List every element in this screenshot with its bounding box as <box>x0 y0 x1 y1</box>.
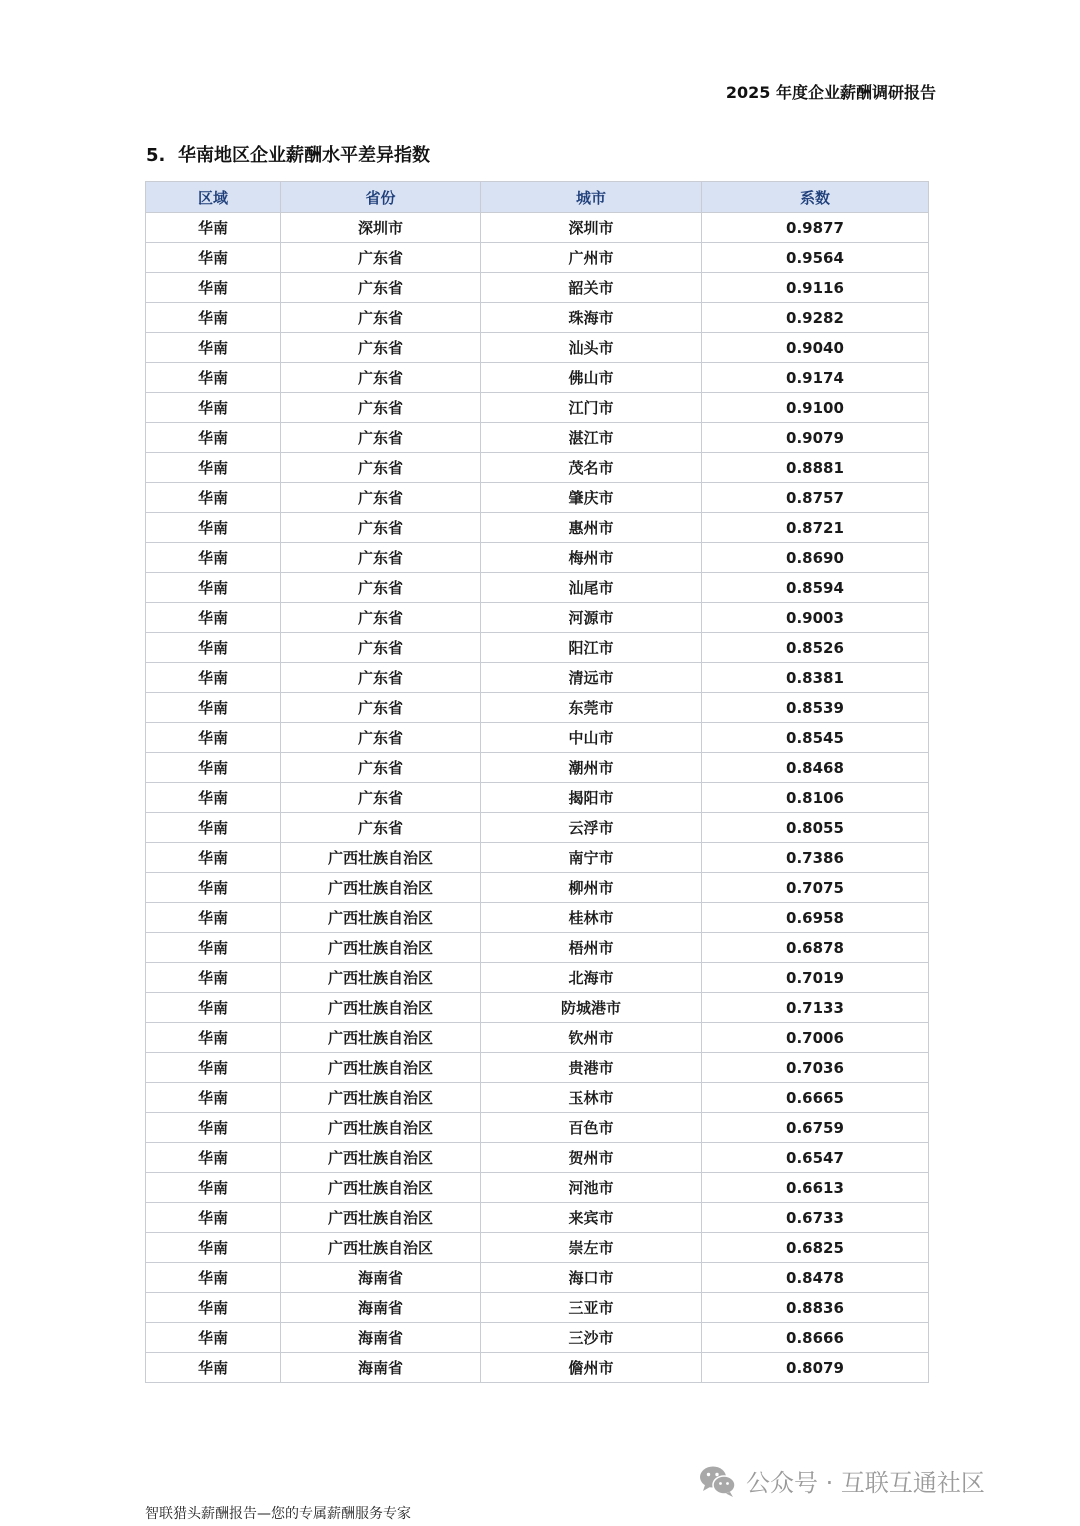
cell-city: 儋州市 <box>481 1353 702 1383</box>
table-row <box>146 1263 929 1293</box>
cell-province: 广西壮族自治区 <box>281 1113 481 1143</box>
watermark-text: 公众号 · 互联互通社区 <box>746 1469 985 1497</box>
cell-coefficient: 0.8055 <box>702 813 929 843</box>
table-row <box>146 993 929 1023</box>
section-heading <box>146 141 430 167</box>
table-row <box>146 1083 929 1113</box>
cell-region: 华南 <box>146 813 281 843</box>
cell-region: 华南 <box>146 753 281 783</box>
table-body <box>146 213 929 1383</box>
table-row <box>146 273 929 303</box>
cell-city: 惠州市 <box>481 513 702 543</box>
cell-city: 茂名市 <box>481 453 702 483</box>
cell-province: 广西壮族自治区 <box>281 1233 481 1263</box>
cell-city: 广州市 <box>481 243 702 273</box>
cell-coefficient: 0.6733 <box>702 1203 929 1233</box>
cell-coefficient: 0.8666 <box>702 1323 929 1353</box>
cell-province: 海南省 <box>281 1353 481 1383</box>
table-row <box>146 453 929 483</box>
table-row <box>146 1293 929 1323</box>
table-row <box>146 543 929 573</box>
table-row <box>146 1323 929 1353</box>
table-row <box>146 873 929 903</box>
cell-region: 华南 <box>146 1023 281 1053</box>
cell-region: 华南 <box>146 1053 281 1083</box>
footer-slogan: 智联猎头薪酬报告—您的专属薪酬服务专家 <box>145 1506 411 1522</box>
cell-coefficient: 0.9564 <box>702 243 929 273</box>
cell-city: 肇庆市 <box>481 483 702 513</box>
table-row <box>146 1173 929 1203</box>
cell-city: 深圳市 <box>481 213 702 243</box>
cell-city: 钦州市 <box>481 1023 702 1053</box>
cell-province: 广西壮族自治区 <box>281 903 481 933</box>
cell-city: 崇左市 <box>481 1233 702 1263</box>
cell-coefficient: 0.8836 <box>702 1293 929 1323</box>
cell-city: 玉林市 <box>481 1083 702 1113</box>
cell-coefficient: 0.8545 <box>702 723 929 753</box>
cell-coefficient: 0.6613 <box>702 1173 929 1203</box>
cell-region: 华南 <box>146 1113 281 1143</box>
cell-region: 华南 <box>146 483 281 513</box>
section-number: 5. <box>146 145 166 166</box>
cell-province: 广西壮族自治区 <box>281 1203 481 1233</box>
cell-city: 来宾市 <box>481 1203 702 1233</box>
table-row <box>146 243 929 273</box>
cell-province: 广东省 <box>281 363 481 393</box>
table-row <box>146 813 929 843</box>
cell-region: 华南 <box>146 453 281 483</box>
table-row <box>146 903 929 933</box>
cell-city: 梅州市 <box>481 543 702 573</box>
table-row <box>146 1143 929 1173</box>
column-header-coefficient: 系数 <box>702 182 929 213</box>
cell-region: 华南 <box>146 1143 281 1173</box>
cell-region: 华南 <box>146 633 281 663</box>
cell-region: 华南 <box>146 423 281 453</box>
cell-coefficient: 0.9282 <box>702 303 929 333</box>
cell-province: 广东省 <box>281 243 481 273</box>
cell-coefficient: 0.8079 <box>702 1353 929 1383</box>
cell-coefficient: 0.8468 <box>702 753 929 783</box>
table-row <box>146 303 929 333</box>
table-row <box>146 723 929 753</box>
cell-coefficient: 0.6665 <box>702 1083 929 1113</box>
cell-coefficient: 0.8539 <box>702 693 929 723</box>
cell-coefficient: 0.6958 <box>702 903 929 933</box>
cell-coefficient: 0.7019 <box>702 963 929 993</box>
cell-city: 汕尾市 <box>481 573 702 603</box>
cell-coefficient: 0.7036 <box>702 1053 929 1083</box>
cell-city: 珠海市 <box>481 303 702 333</box>
cell-city: 南宁市 <box>481 843 702 873</box>
cell-coefficient: 0.6878 <box>702 933 929 963</box>
cell-province: 广东省 <box>281 723 481 753</box>
cell-region: 华南 <box>146 513 281 543</box>
section-title-text: 华南地区企业薪酬水平差异指数 <box>178 145 430 166</box>
table-row <box>146 1023 929 1053</box>
cell-province: 广东省 <box>281 453 481 483</box>
table-row <box>146 843 929 873</box>
cell-coefficient: 0.6759 <box>702 1113 929 1143</box>
cell-region: 华南 <box>146 1083 281 1113</box>
table-row <box>146 753 929 783</box>
cell-city: 佛山市 <box>481 363 702 393</box>
cell-city: 北海市 <box>481 963 702 993</box>
cell-coefficient: 0.9877 <box>702 213 929 243</box>
cell-coefficient: 0.8381 <box>702 663 929 693</box>
cell-coefficient: 0.8721 <box>702 513 929 543</box>
table-row <box>146 1233 929 1263</box>
table-row <box>146 603 929 633</box>
cell-coefficient: 0.8690 <box>702 543 929 573</box>
cell-coefficient: 0.8478 <box>702 1263 929 1293</box>
cell-city: 江门市 <box>481 393 702 423</box>
cell-province: 深圳市 <box>281 213 481 243</box>
cell-province: 海南省 <box>281 1293 481 1323</box>
cell-province: 广东省 <box>281 393 481 423</box>
cell-city: 梧州市 <box>481 933 702 963</box>
cell-city: 中山市 <box>481 723 702 753</box>
table-row <box>146 423 929 453</box>
cell-coefficient: 0.8757 <box>702 483 929 513</box>
column-header-region: 区域 <box>146 182 281 213</box>
cell-province: 广东省 <box>281 543 481 573</box>
cell-region: 华南 <box>146 573 281 603</box>
cell-province: 海南省 <box>281 1263 481 1293</box>
cell-coefficient: 0.7386 <box>702 843 929 873</box>
cell-coefficient: 0.6547 <box>702 1143 929 1173</box>
table-row <box>146 693 929 723</box>
table-row <box>146 333 929 363</box>
cell-province: 广西壮族自治区 <box>281 843 481 873</box>
cell-city: 河池市 <box>481 1173 702 1203</box>
cell-city: 海口市 <box>481 1263 702 1293</box>
cell-region: 华南 <box>146 1233 281 1263</box>
cell-province: 广东省 <box>281 273 481 303</box>
cell-city: 百色市 <box>481 1113 702 1143</box>
table-row <box>146 513 929 543</box>
cell-city: 揭阳市 <box>481 783 702 813</box>
cell-coefficient: 0.9116 <box>702 273 929 303</box>
cell-city: 柳州市 <box>481 873 702 903</box>
table-row <box>146 393 929 423</box>
table-row <box>146 663 929 693</box>
table-row <box>146 1113 929 1143</box>
table-header-row <box>146 182 929 213</box>
cell-city: 桂林市 <box>481 903 702 933</box>
cell-province: 广西壮族自治区 <box>281 1023 481 1053</box>
table-row <box>146 933 929 963</box>
cell-region: 华南 <box>146 243 281 273</box>
cell-city: 贺州市 <box>481 1143 702 1173</box>
cell-province: 广西壮族自治区 <box>281 933 481 963</box>
cell-province: 广西壮族自治区 <box>281 963 481 993</box>
cell-province: 海南省 <box>281 1323 481 1353</box>
cell-province: 广东省 <box>281 693 481 723</box>
cell-province: 广东省 <box>281 513 481 543</box>
cell-region: 华南 <box>146 1323 281 1353</box>
table-row <box>146 1053 929 1083</box>
table-row <box>146 483 929 513</box>
cell-region: 华南 <box>146 663 281 693</box>
cell-province: 广东省 <box>281 483 481 513</box>
cell-coefficient: 0.8594 <box>702 573 929 603</box>
cell-city: 三沙市 <box>481 1323 702 1353</box>
cell-coefficient: 0.9079 <box>702 423 929 453</box>
report-header-title: 2025 年度企业薪酬调研报告 <box>725 83 936 102</box>
cell-coefficient: 0.8881 <box>702 453 929 483</box>
cell-city: 贵港市 <box>481 1053 702 1083</box>
cell-region: 华南 <box>146 273 281 303</box>
cell-region: 华南 <box>146 303 281 333</box>
cell-region: 华南 <box>146 1173 281 1203</box>
cell-city: 河源市 <box>481 603 702 633</box>
cell-region: 华南 <box>146 543 281 573</box>
cell-region: 华南 <box>146 333 281 363</box>
table-row <box>146 213 929 243</box>
cell-province: 广东省 <box>281 663 481 693</box>
cell-region: 华南 <box>146 903 281 933</box>
cell-region: 华南 <box>146 363 281 393</box>
cell-coefficient: 0.9040 <box>702 333 929 363</box>
cell-city: 清远市 <box>481 663 702 693</box>
cell-coefficient: 0.9003 <box>702 603 929 633</box>
cell-city: 阳江市 <box>481 633 702 663</box>
cell-region: 华南 <box>146 843 281 873</box>
table-row <box>146 363 929 393</box>
table-row <box>146 1353 929 1383</box>
cell-province: 广西壮族自治区 <box>281 993 481 1023</box>
cell-region: 华南 <box>146 1293 281 1323</box>
table-row <box>146 1203 929 1233</box>
cell-province: 广东省 <box>281 573 481 603</box>
table-row <box>146 783 929 813</box>
cell-city: 云浮市 <box>481 813 702 843</box>
cell-province: 广东省 <box>281 603 481 633</box>
cell-province: 广西壮族自治区 <box>281 1083 481 1113</box>
cell-province: 广东省 <box>281 303 481 333</box>
cell-region: 华南 <box>146 213 281 243</box>
cell-city: 东莞市 <box>481 693 702 723</box>
cell-province: 广西壮族自治区 <box>281 1053 481 1083</box>
column-header-province: 省份 <box>281 182 481 213</box>
wechat-watermark <box>698 1463 985 1498</box>
cell-city: 三亚市 <box>481 1293 702 1323</box>
table-row <box>146 573 929 603</box>
cell-province: 广东省 <box>281 423 481 453</box>
cell-coefficient: 0.9100 <box>702 393 929 423</box>
cell-region: 华南 <box>146 603 281 633</box>
cell-region: 华南 <box>146 873 281 903</box>
cell-province: 广东省 <box>281 633 481 663</box>
cell-region: 华南 <box>146 393 281 423</box>
cell-region: 华南 <box>146 1353 281 1383</box>
cell-region: 华南 <box>146 993 281 1023</box>
cell-coefficient: 0.8106 <box>702 783 929 813</box>
cell-region: 华南 <box>146 1203 281 1233</box>
cell-province: 广西壮族自治区 <box>281 1143 481 1173</box>
cell-province: 广东省 <box>281 753 481 783</box>
cell-region: 华南 <box>146 783 281 813</box>
cell-coefficient: 0.9174 <box>702 363 929 393</box>
cell-city: 潮州市 <box>481 753 702 783</box>
cell-city: 湛江市 <box>481 423 702 453</box>
cell-region: 华南 <box>146 963 281 993</box>
cell-coefficient: 0.8526 <box>702 633 929 663</box>
column-header-city: 城市 <box>481 182 702 213</box>
cell-city: 防城港市 <box>481 993 702 1023</box>
wechat-icon <box>698 1464 738 1498</box>
cell-province: 广东省 <box>281 813 481 843</box>
cell-coefficient: 0.7133 <box>702 993 929 1023</box>
cell-province: 广东省 <box>281 333 481 363</box>
cell-coefficient: 0.7006 <box>702 1023 929 1053</box>
salary-index-table <box>145 181 929 1383</box>
table-row <box>146 633 929 663</box>
cell-province: 广东省 <box>281 783 481 813</box>
cell-coefficient: 0.7075 <box>702 873 929 903</box>
cell-city: 韶关市 <box>481 273 702 303</box>
table-row <box>146 963 929 993</box>
cell-coefficient: 0.6825 <box>702 1233 929 1263</box>
cell-region: 华南 <box>146 693 281 723</box>
cell-city: 汕头市 <box>481 333 702 363</box>
cell-province: 广西壮族自治区 <box>281 1173 481 1203</box>
cell-region: 华南 <box>146 933 281 963</box>
cell-province: 广西壮族自治区 <box>281 873 481 903</box>
cell-region: 华南 <box>146 1263 281 1293</box>
cell-region: 华南 <box>146 723 281 753</box>
